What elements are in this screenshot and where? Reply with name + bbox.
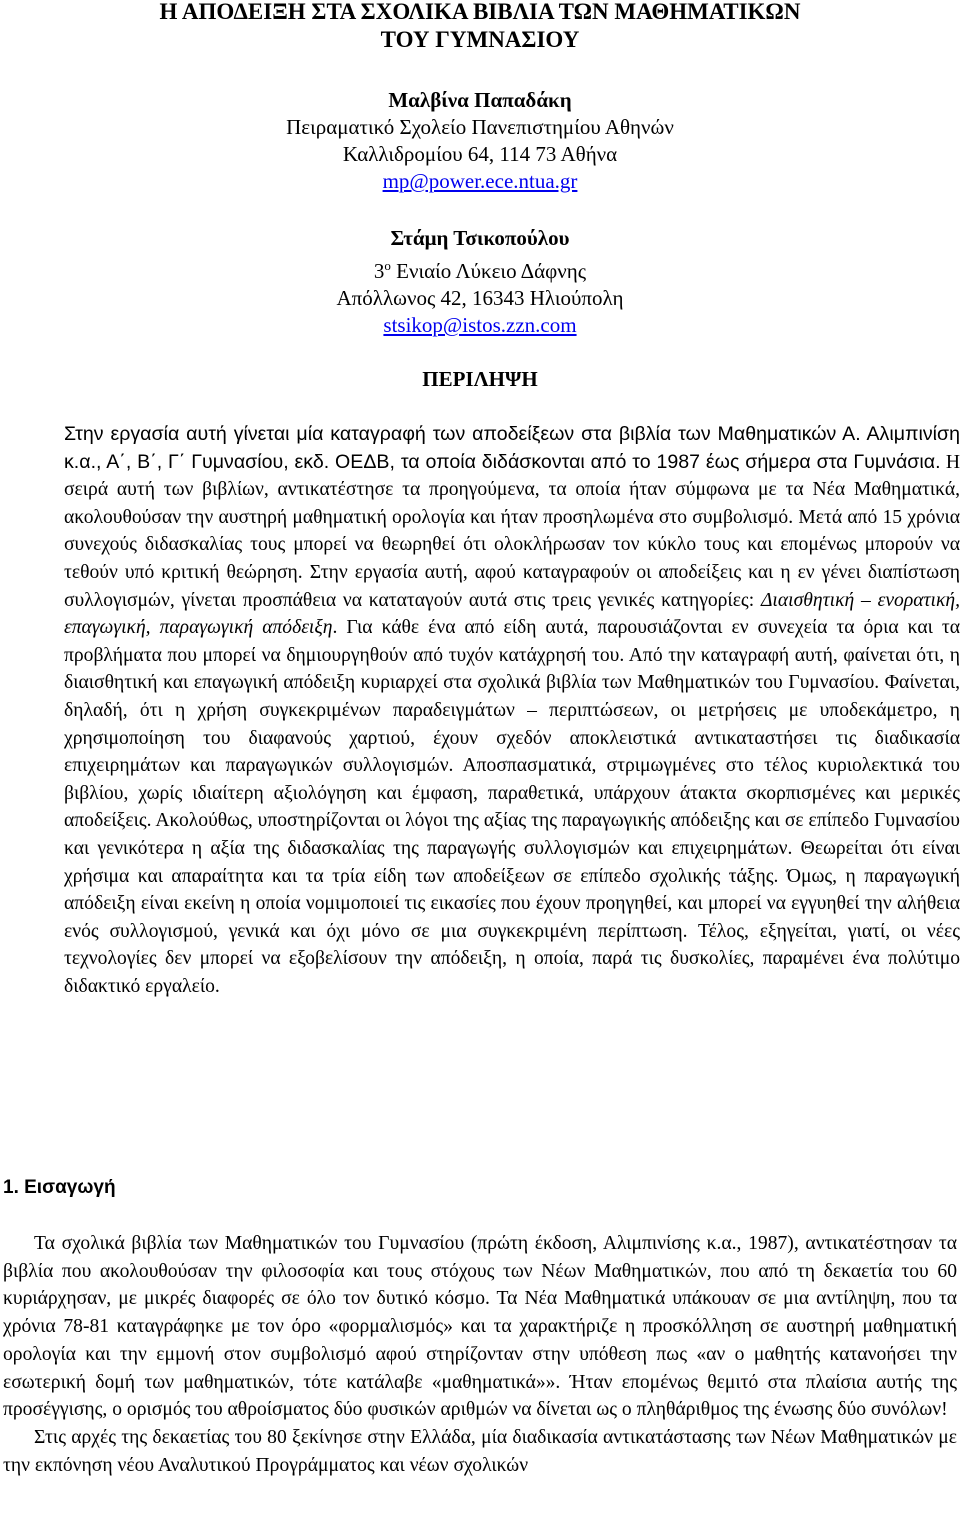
author-email-link[interactable]: stsikop@istos.zzn.com <box>383 313 577 337</box>
author-address: Καλλιδρομίου 64, 114 73 Αθήνα <box>342 142 618 166</box>
abstract-heading: ΠΕΡΙΛΗΨΗ <box>422 367 538 391</box>
author-affiliation: Πειραματικό Σχολείο Πανεπιστημίου Αθηνών <box>286 115 674 139</box>
paper-title-line1: Η ΑΠΟΔΕΙΞΗ ΣΤΑ ΣΧΟΛΙΚΑ ΒΙΒΛΙΑ ΤΩΝ ΜΑΘΗΜΑΤΙΚΩΝ <box>159 0 801 24</box>
section-heading-introduction: 1. Εισαγωγή <box>3 1177 116 1198</box>
author-name: Στάμη Τσικοπούλου <box>390 226 570 250</box>
author-block-1 <box>0 87 960 195</box>
author-block-2 <box>0 225 960 339</box>
abstract-text-b: . Για κάθε ένα από είδη αυτά, παρουσιάζονται εν συνεχεία τα όρια και τα προβλήματα που μπορεί να δημιουργηθούν από τυχόν κατάχρησή του. Από την καταγραφή αυτή, φαίνεται ότι, η διαισθητική και επαγωγική απόδειξη κυριαρχεί στα σχολικά βιβλία των Μαθηματικών του Γυμνασίου. Φαίνεται, δηλαδή, ότι η χρήση συγκεκριμένων παραδειγμάτων – περιπτώσεων, οι μετρήσεις με υποδεκάμετρο, η χρησιμοποίηση του διαφανούς χαρτιού, έχουν σχεδόν αποκλειστικά αντικαταστήσει τις διαδικασία επιχειρημάτων και παραγωγικών συλλογισμών. Αποσπασματικά, στριμωγμένες στο τέλος κυριολεκτικά του βιβλίου, χωρίς ιδιαίτερη αξιολόγηση και έμφαση, παραθετικά, υπάρχουν άτακτα σκορπισμένες και μερικές αποδείξεις. Ακολούθως, υποστηρίζονται οι λόγοι της αξίας της παραγωγικής απόδειξης και σε επίπεδο Γυμνασίου και γενικότερα η αξία της διδασκαλίας της παραγωγής συλλογισμών και επιχειρημάτων. Θεωρείται ότι είναι χρήσιμα και απαραίτητα και τα τρία είδη των αποδείξεων σε επίπεδο σχολικής τάξης. Όμως, η παραγωγική απόδειξη είναι εκείνη η οποία νομιμοποιεί τις εικασίες που έχουν προηγηθεί, και μπορεί να εγγυηθεί την αλήθεια ενός συλλογισμού, γενικά και όχι μόνο σε μια συγκεκριμένη περίπτωση. Τέλος, εξηγείται, γιατί, οι νέες τεχνολογίες δεν μπορεί να εξοβελίσουν την απόδειξη, η οποία, παρά τις δυσκολίες, παραμένει ένα πολύτιμο διδακτικό εργαλείο. <box>64 617 960 997</box>
abstract-italic-terms: Διαισθητική – ενορατική, επαγωγική, παραγωγική απόδειξη <box>64 589 960 639</box>
author-email-link[interactable]: mp@power.ece.ntua.gr <box>382 169 578 193</box>
abstract-intro-text: Στην εργασία αυτή γίνεται μία καταγραφή των αποδείξεων στα βιβλία των Μαθηματικών Α. Αλιμπινίση κ.α., Α΄, Β΄, Γ΄ Γυμνασίου, εκδ. ΟΕΔΒ, τα οποία διδάσκονται από το 1987 έως σήμερα στα Γυμνάσια. <box>64 423 960 473</box>
author-name: Μαλβίνα Παπαδάκη <box>388 88 572 112</box>
abstract-body <box>64 421 960 1000</box>
abstract-text-a: Η σειρά αυτή των βιβλίων, αντικατέστησε τα προηγούμενα, τα οποία ήταν σύμφωνα με τα Νέα Μαθηματικά, ακολουθούσαν την αυστηρή μαθηματική ορολογία και ήταν προσηλωμένα στο συμβολισμό. Μετά από 15 χρόνια συνεχούς διδασκαλίας τους μπορεί να θεωρηθεί ότι ολοκλήρωσαν τον κύκλο τους και επομένως μπορούν να τεθούν υπό κριτική θεώρηση. Στην εργασία αυτή, αφού καταγραφούν οι αποδείξεις και η εν γένει διαπίστωση συλλογισμών, γίνεται προσπάθεια να καταταγούν αυτά στις τρεις γενικές κατηγορίες: <box>64 451 960 611</box>
paper-title-line2: ΤΟΥ ΓΥΜΝΑΣΙΟΥ <box>380 27 580 52</box>
introduction-body <box>3 1230 957 1479</box>
author-address: Απόλλωνος 42, 16343 Ηλιούπολη <box>336 286 624 310</box>
paragraph: Τα σχολικά βιβλία των Μαθηματικών του Γυμνασίου (πρώτη έκδοση, Αλιμπινίσης κ.α., 1987), αντικατέστησαν τα βιβλία που ακολουθούσαν την φιλοσοφία και τους στόχους των Νέων Μαθηματικών, που από τη δεκαετία του 60 κυριάρχησαν, με μικρές διαφορές σε όλο τον δυτικό κόσμο. Τα Νέα Μαθηματικά υπάκουαν σε μια αντίληψη, που τα χρόνια 78-81 καταγράφηκε με τον όρο «φορμαλισμός» και τα χαρακτήριζε η προσκόλληση σε αυστηρή μαθηματική ορολογία και την εμμονή στον συμβολισμό αφού στηρίζονταν στην υπόθεση πως «αν ο μαθητής κατανοήσει την εσωτερική δομή των μαθηματικών, τότε κατάλαβε «μαθηματικά»». Ήταν επομένως θεμιτό στα πλαίσια αυτής της προσέγγισης, ο ορισμός του αθροίσματος δύο φυσικών αριθμών να δίνεται ως ο πληθάριθμος της ένωσης δύο συνόλων! <box>3 1233 957 1421</box>
paragraph: Στις αρχές της δεκαετίας του 80 ξεκίνησε στην Ελλάδα, μία διαδικασία αντικατάστασης των Νέων Μαθηματικών με την εκπόνηση νέου Αναλυτικού Προγράμματος και νέων σχολικών <box>3 1426 957 1476</box>
paper-title <box>0 0 960 54</box>
author-affiliation: $3^o$ Ενιαίο Λύκειο Δάφνης <box>373 258 587 283</box>
